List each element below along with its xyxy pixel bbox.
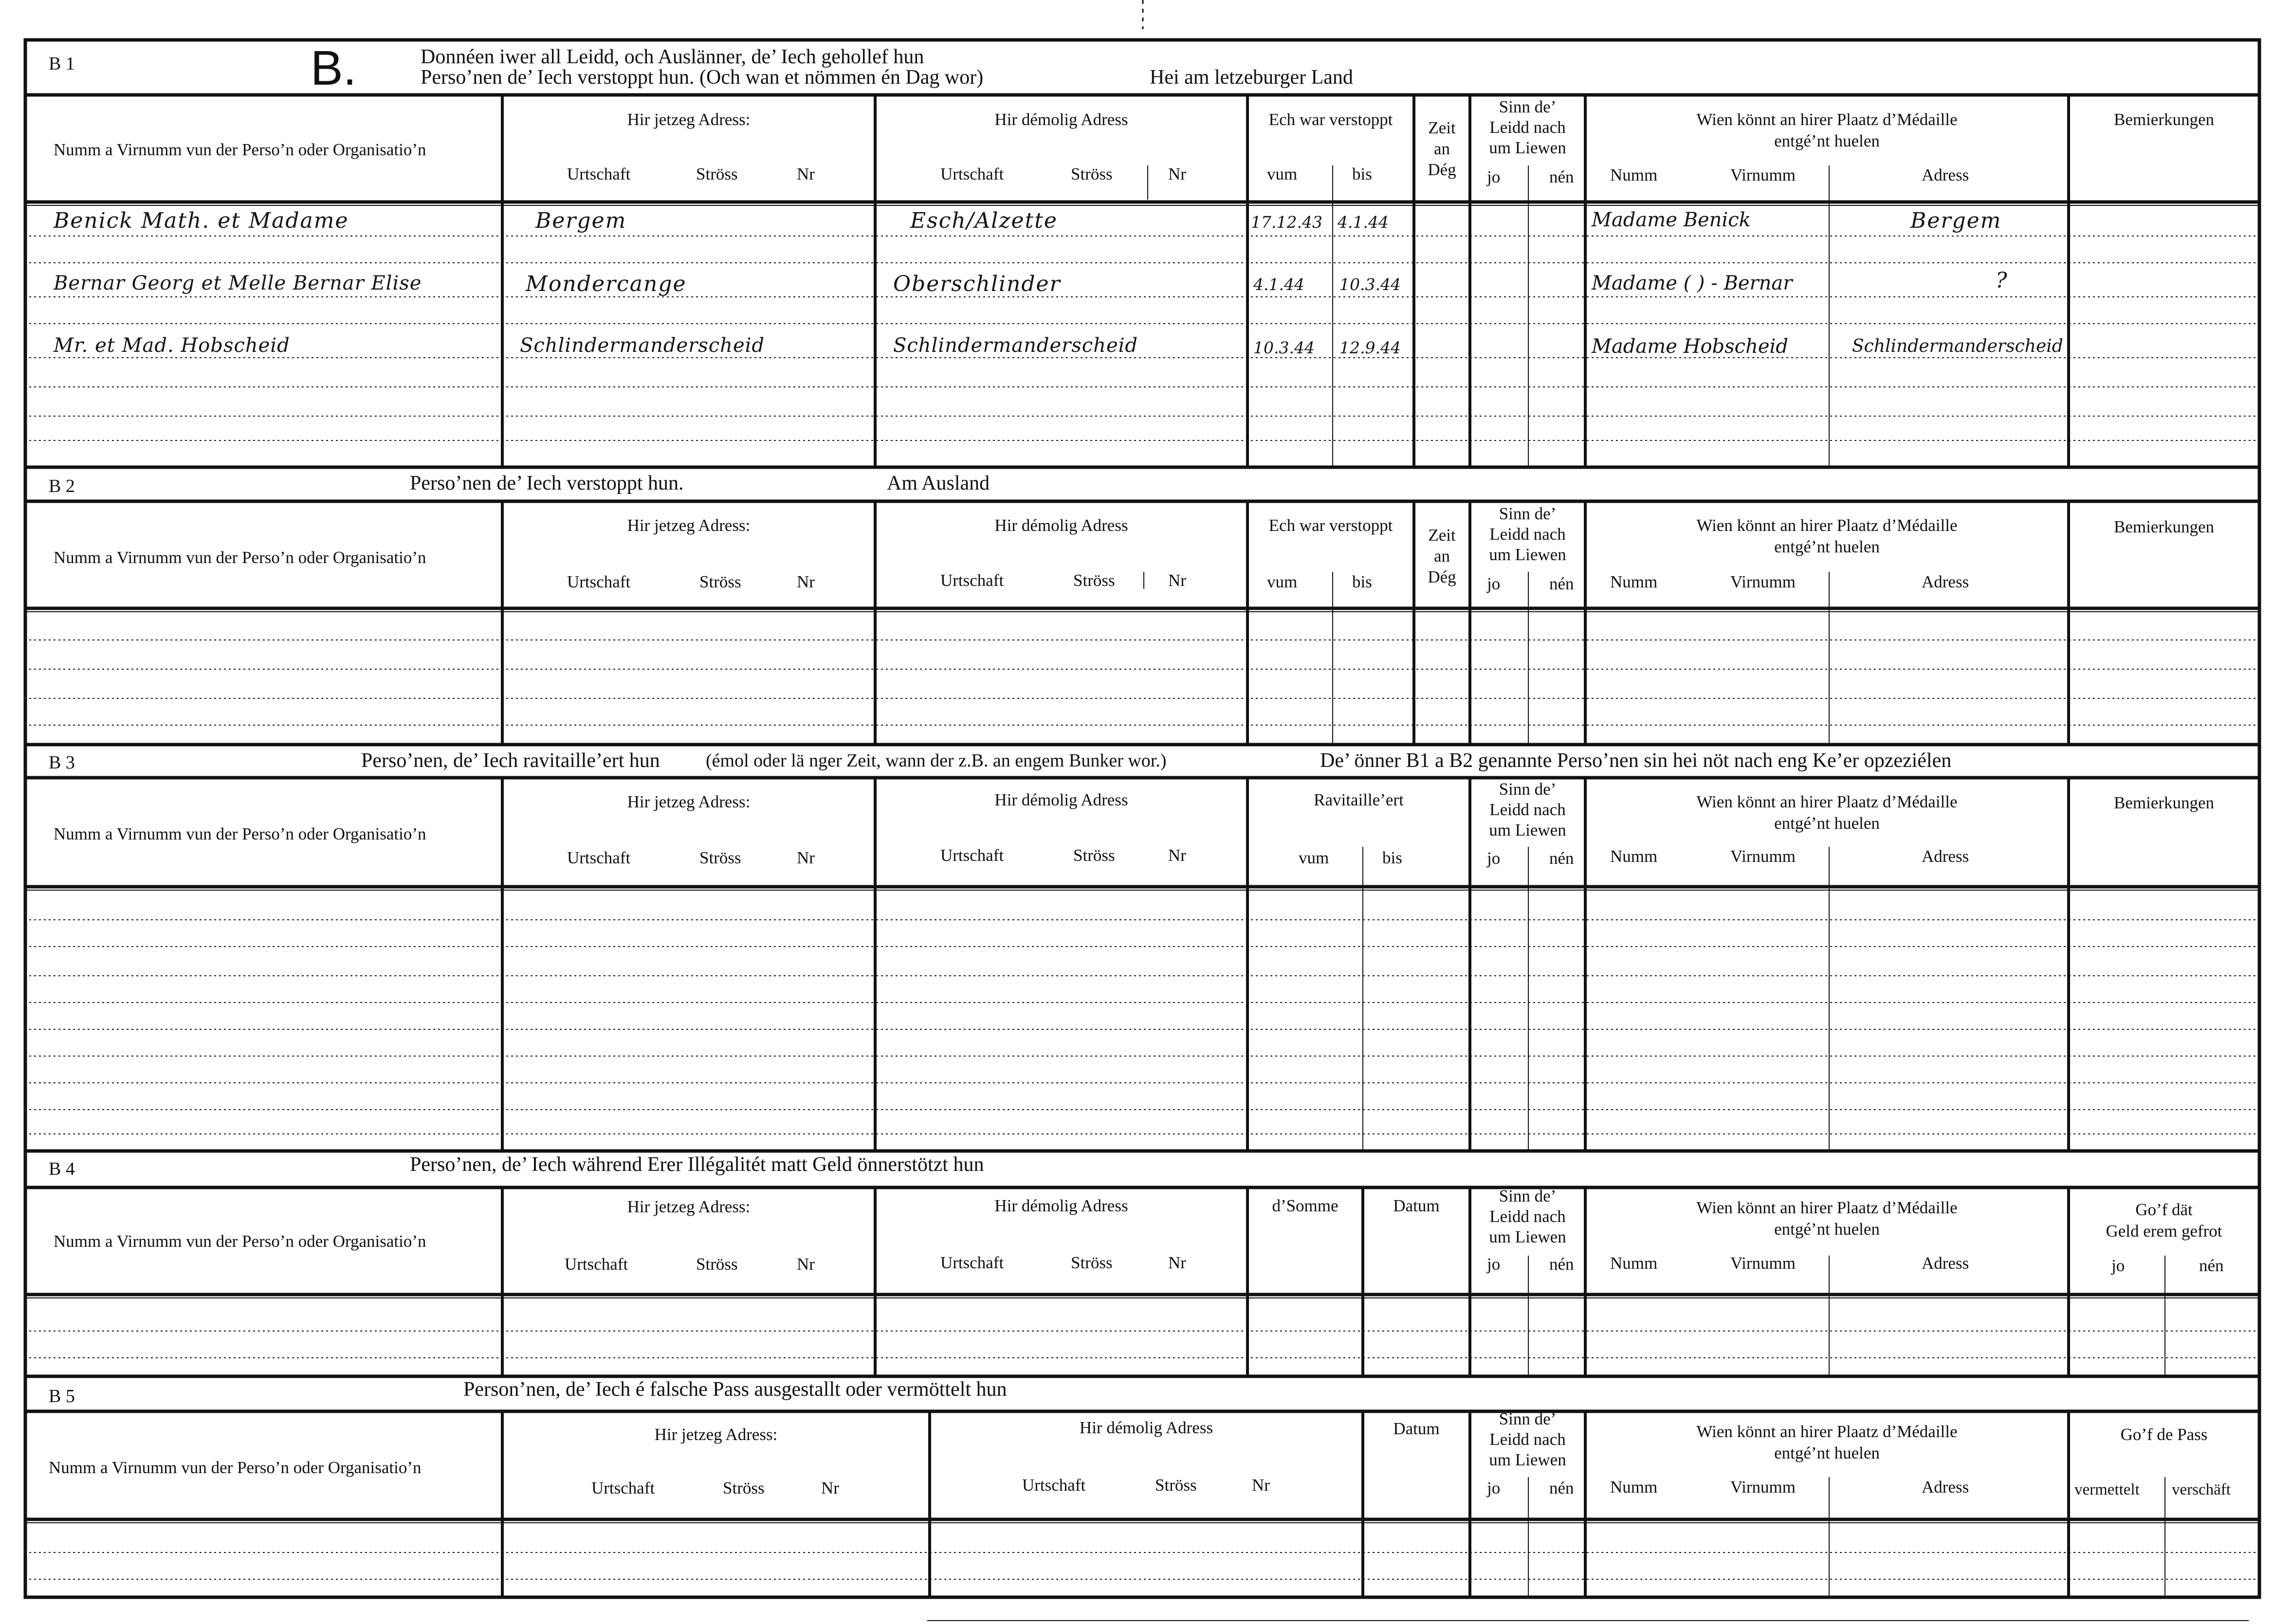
col-stross: Ströss bbox=[696, 1255, 738, 1274]
section-code-b4: B 4 bbox=[49, 1159, 75, 1179]
col-nen: nén bbox=[1549, 849, 1574, 868]
col-hir-demolig: Hir démolig Adress bbox=[994, 516, 1128, 535]
entry-now-town: Mondercange bbox=[526, 272, 687, 296]
entry-name: Benick Math. et Madame bbox=[54, 208, 349, 233]
col-name-header: Numm a Virnumm vun der Perso’n oder Organisatio’n bbox=[49, 1458, 422, 1477]
b1-title-line2: Perso’nen de’ Iech verstoppt hun. (Och wan et nömmen én Dag wor) bbox=[421, 66, 984, 89]
b1-title-line1: Donnéen iwer all Leidd, och Auslänner, de’ Iech gehollef hun bbox=[421, 46, 924, 68]
entry-now-town: Bergem bbox=[535, 208, 627, 233]
col-nen: nén bbox=[2199, 1256, 2224, 1275]
col-stross: Ströss bbox=[1071, 1253, 1113, 1272]
col-nen: nén bbox=[1549, 1478, 1574, 1497]
entry-medal-address: Schlindermanderscheid bbox=[1852, 336, 2063, 356]
entry-name: Mr. et Mad. Hobscheid bbox=[54, 334, 290, 357]
col-sinn: Leidd nach bbox=[1489, 1430, 1566, 1449]
col-zeit: Dég bbox=[1428, 567, 1456, 586]
col-hir-demolig: Hir démolig Adress bbox=[994, 1196, 1128, 1215]
b3-title: Perso’nen, de’ Iech ravitaille’ert hun bbox=[361, 749, 660, 772]
col-nr: Nr bbox=[1168, 164, 1186, 183]
col-sinn: Leidd nach bbox=[1489, 1207, 1566, 1226]
col-numm: Numm bbox=[1610, 165, 1658, 184]
entry-then-town: Schlindermanderscheid bbox=[893, 334, 1138, 357]
col-bemierkungen: Bemierkungen bbox=[2113, 517, 2215, 536]
col-adress: Adress bbox=[1922, 165, 1969, 184]
col-gof-geld: Go’f dät bbox=[2135, 1200, 2193, 1219]
col-stross: Ströss bbox=[699, 848, 741, 867]
col-hir-demolig: Hir démolig Adress bbox=[1079, 1418, 1213, 1437]
col-stross: Ströss bbox=[1155, 1476, 1197, 1495]
col-hir-demolig: Hir démolig Adress bbox=[994, 790, 1128, 809]
col-stross: Ströss bbox=[1073, 571, 1115, 590]
col-wien: Wien könnt an hirer Plaatz d’Médaille bbox=[1696, 110, 1958, 129]
col-gof-geld: Geld erem gefrot bbox=[2106, 1222, 2222, 1241]
col-vum: vum bbox=[1299, 848, 1329, 867]
b3-title-note: (émol oder lä nger Zeit, wann der z.B. an engem Bunker wor.) bbox=[706, 750, 1167, 771]
col-stross: Ströss bbox=[696, 164, 738, 183]
col-wien: Wien könnt an hirer Plaatz d’Médaille bbox=[1696, 1198, 1958, 1217]
form-letter: B. bbox=[311, 41, 357, 95]
col-bemierkungen: Bemierkungen bbox=[2113, 110, 2215, 129]
col-sinn: Sinn de’ bbox=[1499, 780, 1557, 799]
col-zeit: an bbox=[1433, 139, 1450, 158]
col-vum: vum bbox=[1267, 572, 1298, 591]
col-somme: d’Somme bbox=[1272, 1196, 1339, 1215]
col-verschaft: verschäft bbox=[2172, 1481, 2231, 1498]
col-urtschaft: Urtschaft bbox=[567, 848, 631, 867]
entry-from: 17.12.43 bbox=[1251, 213, 1322, 232]
col-ravitailleert: Ravitaille’ert bbox=[1314, 790, 1404, 809]
col-urtschaft: Urtschaft bbox=[940, 846, 1004, 865]
col-nr: Nr bbox=[797, 1255, 815, 1274]
col-urtschaft: Urtschaft bbox=[567, 572, 631, 591]
col-jo: jo bbox=[1487, 849, 1501, 868]
col-gof-pass: Go’f de Pass bbox=[2120, 1425, 2208, 1444]
col-sinn: um Liewen bbox=[1489, 1227, 1566, 1246]
col-stross: Ströss bbox=[699, 572, 741, 591]
col-bemierkungen: Bemierkungen bbox=[2113, 793, 2215, 812]
entry-name: Bernar Georg et Melle Bernar Elise bbox=[54, 272, 422, 294]
b1-title-place: Hei am letzeburger Land bbox=[1150, 66, 1353, 89]
col-jo: jo bbox=[1487, 1478, 1501, 1497]
col-sinn: Leidd nach bbox=[1489, 800, 1566, 819]
col-numm: Numm bbox=[1610, 1478, 1658, 1496]
col-zeit: Dég bbox=[1428, 160, 1456, 179]
col-nen: nén bbox=[1549, 167, 1574, 186]
col-virnumm: Virnumm bbox=[1730, 1478, 1796, 1496]
entry-medal-name: Madame ( ) - Bernar bbox=[1592, 272, 1793, 294]
col-stross: Ströss bbox=[1071, 164, 1113, 183]
b3-title-extra: De’ önner B1 a B2 genannte Perso’nen sin hei nöt nach eng Ke’er opzeziélen bbox=[1320, 749, 1952, 772]
col-datum: Datum bbox=[1393, 1419, 1440, 1438]
section-code-b3: B 3 bbox=[49, 752, 75, 773]
col-sinn: um Liewen bbox=[1489, 138, 1566, 157]
col-vermettelt: vermettelt bbox=[2074, 1481, 2140, 1498]
col-hir-jetzeg: Hir jetzeg Adress: bbox=[627, 792, 751, 811]
col-nr: Nr bbox=[821, 1478, 839, 1497]
col-name-header: Numm a Virnumm vun der Perso’n oder Organisatio’n bbox=[54, 140, 426, 159]
col-sinn: um Liewen bbox=[1489, 545, 1566, 564]
col-name-header: Numm a Virnumm vun der Perso’n oder Organisatio’n bbox=[54, 548, 426, 567]
entry-to: 10.3.44 bbox=[1339, 275, 1401, 294]
col-wien: Wien könnt an hirer Plaatz d’Médaille bbox=[1696, 792, 1958, 811]
col-sinn: Sinn de’ bbox=[1499, 504, 1557, 523]
entry-medal-name: Madame Hobscheid bbox=[1592, 335, 1788, 358]
col-numm: Numm bbox=[1610, 572, 1658, 591]
col-nen: nén bbox=[1549, 574, 1574, 593]
col-urtschaft: Urtschaft bbox=[940, 571, 1004, 590]
col-hir-jetzeg: Hir jetzeg Adress: bbox=[627, 516, 751, 535]
col-sinn: Sinn de’ bbox=[1499, 97, 1557, 116]
entry-then-town: Esch/Alzette bbox=[910, 208, 1058, 233]
col-sinn: um Liewen bbox=[1489, 821, 1566, 839]
col-urtschaft: Urtschaft bbox=[940, 1253, 1004, 1272]
col-bis: bis bbox=[1352, 572, 1372, 591]
entry-to: 12.9.44 bbox=[1339, 338, 1401, 357]
entry-to: 4.1.44 bbox=[1338, 213, 1389, 232]
col-zeit: Zeit bbox=[1428, 118, 1456, 137]
col-vum: vum bbox=[1267, 164, 1298, 183]
col-jo: jo bbox=[1487, 1255, 1501, 1274]
entry-now-town: Schlindermanderscheid bbox=[520, 334, 765, 357]
col-wien: Wien könnt an hirer Plaatz d’Médaille bbox=[1696, 516, 1958, 535]
col-nr: Nr bbox=[1252, 1476, 1270, 1495]
entry-then-town: Oberschlinder bbox=[893, 272, 1061, 296]
col-adress: Adress bbox=[1922, 1478, 1969, 1496]
col-sinn: um Liewen bbox=[1489, 1450, 1566, 1469]
entry-medal-address: Bergem bbox=[1910, 208, 2002, 233]
section-code-b5: B 5 bbox=[49, 1386, 75, 1406]
col-urtschaft: Urtschaft bbox=[940, 164, 1004, 183]
b2-title: Perso’nen de’ Iech verstoppt hun. bbox=[410, 472, 684, 494]
col-wien: entgé’nt huelen bbox=[1774, 1443, 1880, 1462]
col-hir-jetzeg: Hir jetzeg Adress: bbox=[654, 1425, 778, 1444]
section-code-b1: B 1 bbox=[49, 54, 75, 74]
col-jo: jo bbox=[1487, 167, 1501, 186]
col-sinn: Leidd nach bbox=[1489, 525, 1566, 544]
b4-title: Perso’nen, de’ Iech während Erer Illégalitét matt Geld önnerstötzt hun bbox=[410, 1153, 984, 1176]
col-ech-war: Ech war verstoppt bbox=[1268, 516, 1393, 535]
col-wien: entgé’nt huelen bbox=[1774, 537, 1880, 556]
col-nen: nén bbox=[1549, 1255, 1574, 1274]
col-nr: Nr bbox=[1168, 1253, 1186, 1272]
col-nr: Nr bbox=[1168, 571, 1186, 590]
col-numm: Numm bbox=[1610, 1254, 1658, 1273]
entry-medal-address: ? bbox=[1996, 268, 2008, 293]
col-stross: Ströss bbox=[1073, 846, 1115, 865]
col-urtschaft: Urtschaft bbox=[1022, 1476, 1086, 1495]
col-wien: Wien könnt an hirer Plaatz d’Médaille bbox=[1696, 1422, 1958, 1441]
col-sinn: Leidd nach bbox=[1489, 118, 1566, 137]
col-zeit: an bbox=[1433, 547, 1450, 566]
col-wien: entgé’nt huelen bbox=[1774, 131, 1880, 150]
col-hir-jetzeg: Hir jetzeg Adress: bbox=[627, 110, 751, 129]
col-sinn: Sinn de’ bbox=[1499, 1186, 1557, 1205]
col-jo: jo bbox=[1487, 574, 1501, 593]
col-virnumm: Virnumm bbox=[1730, 1254, 1796, 1273]
col-wien: entgé’nt huelen bbox=[1774, 1220, 1880, 1239]
col-hir-demolig: Hir démolig Adress bbox=[994, 110, 1128, 129]
col-sinn: Sinn de’ bbox=[1499, 1409, 1557, 1428]
col-bis: bis bbox=[1382, 848, 1402, 867]
entry-from: 4.1.44 bbox=[1253, 275, 1304, 294]
col-virnumm: Virnumm bbox=[1730, 572, 1796, 591]
col-name-header: Numm a Virnumm vun der Perso’n oder Organisatio’n bbox=[54, 824, 426, 843]
col-nr: Nr bbox=[797, 164, 815, 183]
col-bis: bis bbox=[1352, 164, 1372, 183]
col-adress: Adress bbox=[1922, 572, 1969, 591]
col-stross: Ströss bbox=[723, 1478, 765, 1497]
col-wien: entgé’nt huelen bbox=[1774, 814, 1880, 833]
b5-title: Person’nen, de’ Iech é falsche Pass ausgestallt oder vermöttelt hun bbox=[463, 1378, 1007, 1401]
col-name-header: Numm a Virnumm vun der Perso’n oder Organisatio’n bbox=[54, 1232, 426, 1251]
col-nr: Nr bbox=[1168, 846, 1186, 865]
col-adress: Adress bbox=[1922, 1254, 1969, 1273]
col-virnumm: Virnumm bbox=[1730, 847, 1796, 866]
b2-title-place: Am Ausland bbox=[887, 472, 990, 494]
col-jo: jo bbox=[2111, 1256, 2125, 1275]
col-ech-war: Ech war verstoppt bbox=[1268, 110, 1393, 129]
col-nr: Nr bbox=[797, 848, 815, 867]
col-urtschaft: Urtschaft bbox=[565, 1255, 628, 1274]
col-adress: Adress bbox=[1922, 847, 1969, 866]
col-hir-jetzeg: Hir jetzeg Adress: bbox=[627, 1197, 751, 1216]
col-nr: Nr bbox=[797, 572, 815, 591]
col-datum: Datum bbox=[1393, 1196, 1440, 1215]
col-urtschaft: Urtschaft bbox=[567, 164, 631, 183]
col-urtschaft: Urtschaft bbox=[591, 1478, 655, 1497]
entry-medal-name: Madame Benick bbox=[1592, 209, 1751, 231]
col-virnumm: Virnumm bbox=[1730, 165, 1796, 184]
section-code-b2: B 2 bbox=[49, 476, 75, 496]
entry-from: 10.3.44 bbox=[1253, 338, 1315, 357]
col-zeit: Zeit bbox=[1428, 526, 1456, 545]
col-numm: Numm bbox=[1610, 847, 1658, 866]
